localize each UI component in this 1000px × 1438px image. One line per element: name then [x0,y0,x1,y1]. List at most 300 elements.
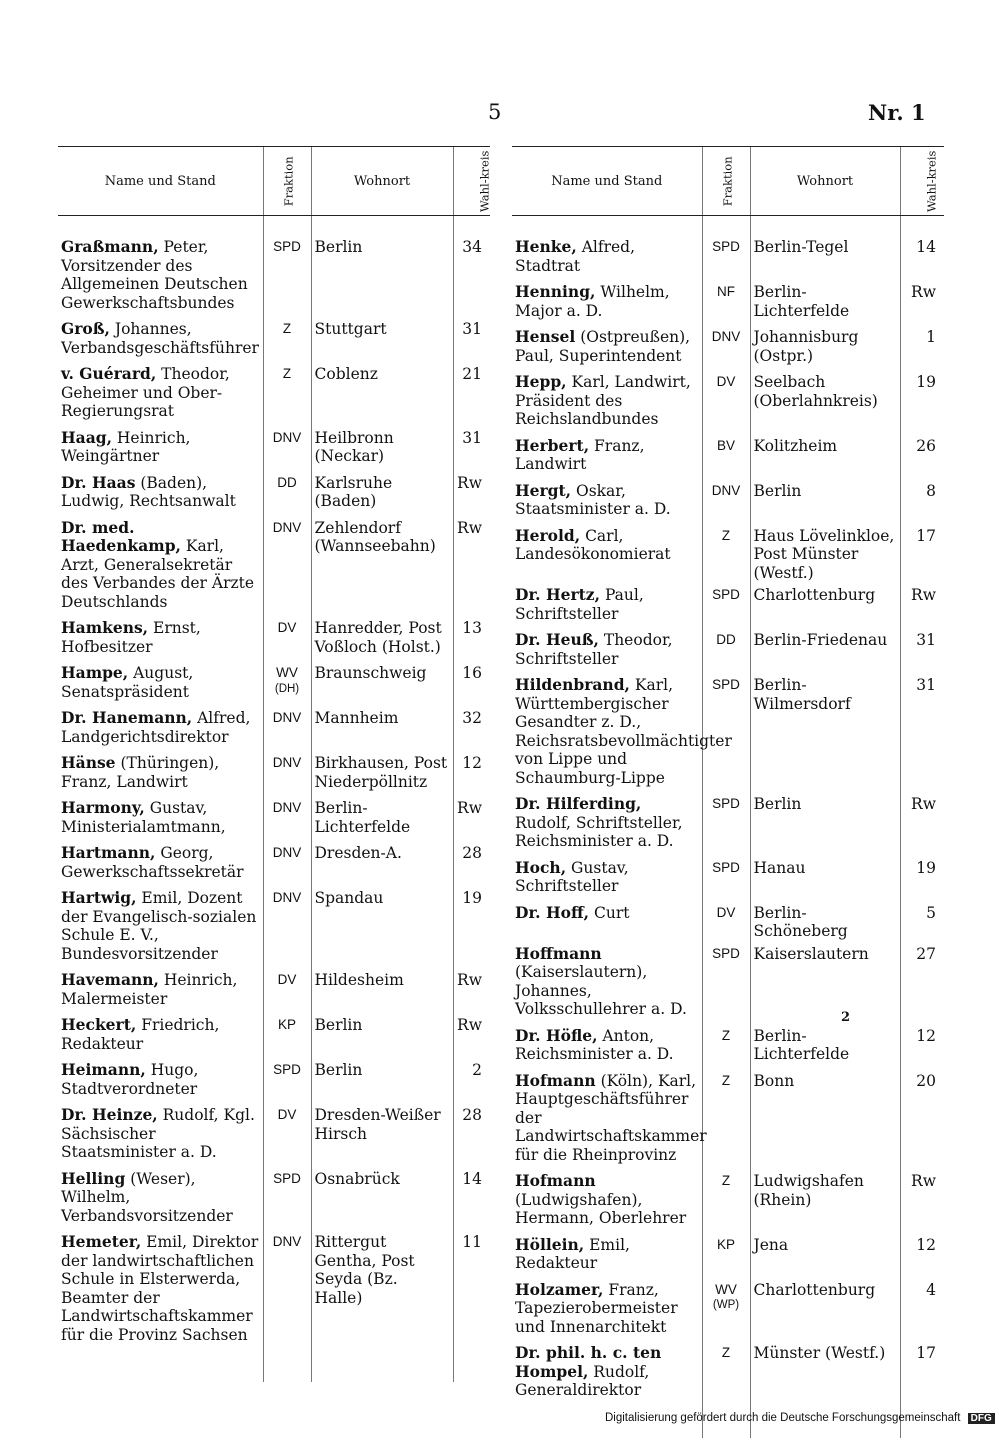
member-cell [58,840,263,885]
member-name: Harmony, [61,798,145,817]
fraktion-value: SPD [712,677,740,692]
fraktion-value: DNV [272,519,302,535]
member-table-left [58,146,490,1382]
member-cell [58,515,263,616]
member-name: Havemann, [61,970,159,989]
table-row [512,582,944,627]
fraktion-cell [702,1023,750,1068]
wahlkreis-cell: 31 [453,425,490,470]
member-cell [58,1102,263,1166]
wohnort-cell: Birkhausen, Post Niederpöllnitz [311,750,453,795]
table-row [58,316,490,361]
wohnort-cell: Berlin-Lichterfelde [750,1023,900,1068]
member-name: Hensel [515,327,576,346]
member-description: Peter, Vorsitzender des Allgemeinen Deutschen Gewerkschaftsbundes [61,238,248,312]
member-description: Emil, Redakteur [515,1235,630,1272]
member-name: Dr. Hertz, [515,585,601,604]
fraktion-cell [702,855,750,900]
fraktion-value: BV [716,437,735,453]
spacer-row [512,216,944,235]
member-description: Rudolf, Schriftsteller, Reichsminister a. D. [515,813,683,850]
member-name: Hoch, [515,857,567,877]
fraktion-cell [263,1102,311,1166]
table-row [58,1229,490,1348]
fraktion-cell [702,1232,750,1277]
member-name: Groß, [61,319,110,338]
fraktion-cell [263,1166,311,1230]
table-row [58,750,490,795]
wohnort-cell: Berlin [311,234,453,316]
fraktion-value: DNV [711,329,741,344]
wohnort-cell: Jena [750,1232,900,1277]
fraktion-value: DNV [272,1234,302,1249]
fraktion-cell [702,1168,750,1232]
spacer-row [58,1348,490,1382]
member-name: Hergt, [515,480,572,500]
member-cell [512,433,702,478]
wahlkreis-cell: 4 [900,1277,944,1341]
member-cell [512,582,702,627]
signature-mark: 2 [841,1010,851,1025]
member-description: Heinrich, Weingärtner [61,428,191,465]
header-row [58,147,490,216]
header-wohnort: Wohnort [311,147,453,216]
fraktion-cell [702,941,750,1023]
fraktion-cell [263,361,311,425]
member-cell [512,900,702,941]
table-row [512,1277,944,1341]
member-cell [58,470,263,515]
member-description: Alfred, Stadtrat [515,238,636,275]
table-row [512,1068,944,1169]
member-description: Franz, Landwirt [515,436,645,473]
wahlkreis-cell: Rw [900,1168,944,1232]
fraktion-value: Z [721,1345,731,1360]
member-description: (Thüringen), Franz, Landwirt [61,754,220,791]
wohnort-cell: Berlin-Wilmersdorf [750,672,900,791]
wohnort-cell: Karlsruhe (Baden) [311,470,453,515]
header-name: Name und Stand [512,147,702,216]
fraktion-value: DV [716,374,736,389]
wahlkreis-cell: 17 [900,1340,944,1404]
member-name: Holzamer, [515,1279,604,1299]
fraktion-value: SPD [712,239,740,254]
member-cell [58,1012,263,1057]
member-name: Herold, [515,525,581,545]
wahlkreis-cell: 16 [453,660,490,705]
wohnort-cell: Charlottenburg [750,582,900,627]
fraktion-value: DNV [272,755,302,770]
member-name: Hofmann [515,1070,596,1090]
wohnort-cell: Zehlendorf (Wannseebahn) [311,515,453,616]
table-row [58,361,490,425]
wohnort-cell: Dresden-A. [311,840,453,885]
fraktion-cell [263,234,311,316]
fraktion-cell [702,369,750,433]
left-table-body [58,216,490,1383]
wohnort-cell: Osnabrück [311,1166,453,1230]
member-description: Gustav, Schriftsteller [515,858,629,895]
member-description: Franz, Tapezierobermeister und Innenarchitekt [515,1280,678,1336]
member-cell [512,234,702,279]
wohnort-cell: Seelbach (Oberlahnkreis) [750,369,900,433]
table-row [58,1102,490,1166]
fraktion-value: DD [277,474,297,490]
wohnort-cell: Charlottenburg [750,1277,900,1341]
member-cell [58,1057,263,1102]
member-name: Heckert, [61,1015,137,1034]
fraktion-cell [702,1277,750,1341]
wahlkreis-cell: Rw [453,795,490,840]
fraktion-value: DV [277,1107,297,1122]
table-row [512,478,944,523]
wohnort-cell: Bonn [750,1068,900,1169]
table-row [58,705,490,750]
wohnort-cell: Coblenz [311,361,453,425]
member-name: Dr. Haas [61,472,136,492]
member-name: Hartmann, [61,843,156,862]
member-name: Dr. Heuß, [515,630,599,649]
member-cell [58,615,263,660]
member-name: Dr. phil. h. c. ten Hompel, [515,1343,662,1381]
wahlkreis-cell: 12 [900,1023,944,1068]
table-row [58,795,490,840]
wahlkreis-cell: 13 [453,615,490,660]
member-name: Hänse [61,753,116,772]
header-fraktion: Fraktion [263,147,311,216]
table-row [512,627,944,672]
table-row [512,1232,944,1277]
member-cell [512,855,702,900]
wahlkreis-cell: 21 [453,361,490,425]
member-name: v. Guérard, [61,364,157,383]
wahlkreis-cell: 19 [900,855,944,900]
fraktion-cell [702,523,750,583]
wahlkreis-cell: Rw [453,967,490,1012]
header-name: Name und Stand [58,147,263,216]
member-name: Dr. Hoff, [515,902,590,922]
table-row [512,369,944,433]
fraktion-value: Z [282,366,292,381]
member-name: Hemeter, [61,1232,142,1251]
table-row [58,515,490,616]
fraktion-value: SPD [273,239,301,254]
member-description: Karl, Arzt, Generalsekretär des Verbandes der Ärzte Deutschlands [61,537,255,611]
fraktion-value: KP [716,1236,735,1252]
member-cell [58,361,263,425]
member-description: Karl, Württembergischer Gesandter z. D., Reichsratsbevollmächtigter von Lippe und Schaumburg-Lippe [515,676,732,787]
wohnort-cell: Johannisburg (Ostpr.) [750,324,900,369]
fraktion-value: DNV [272,800,302,815]
member-cell [512,1168,702,1232]
wohnort-cell: Dresden-Weißer Hirsch [311,1102,453,1166]
wohnort-cell: Spandau [311,885,453,967]
wohnort-cell: Berlin-Lichterfelde [311,795,453,840]
member-description: Wilhelm, Major a. D. [515,283,670,320]
table-row [512,672,944,791]
wahlkreis-cell: 17 [900,523,944,583]
member-name: Hepp, [515,372,567,391]
fraktion-subvalue: (WP) [712,1299,740,1311]
table-row [512,324,944,369]
member-description: Gustav, Ministerialamtmann, [61,799,226,836]
right-column [512,146,944,1438]
fraktion-cell [702,900,750,941]
wohnort-cell: Stuttgart [311,316,453,361]
header-row [512,147,944,216]
member-cell [512,324,702,369]
member-description: Theodor, Geheimer und Ober-Regierungsrat [61,365,230,420]
member-description: Alfred, Landgerichtsdirektor [61,709,251,746]
fraktion-cell [702,324,750,369]
wohnort-cell: Mannheim [311,705,453,750]
member-cell [58,1229,263,1348]
fraktion-value: SPD [712,859,740,875]
fraktion-value: NF [717,284,735,299]
member-cell [58,234,263,316]
wohnort-cell: Münster (Westf.) [750,1340,900,1404]
dfg-logo: DFG [968,1413,995,1424]
wahlkreis-cell: 8 [900,478,944,523]
member-description: Karl, Landwirt, Präsident des Reichslandbundes [515,373,691,428]
wohnort-cell: Berlin [750,478,900,523]
wohnort-cell: Berlin [311,1012,453,1057]
wohnort-cell: Berlin-Lichterfelde [750,279,900,324]
wahlkreis-cell: 12 [900,1232,944,1277]
member-cell [512,1277,702,1341]
member-cell [512,478,702,523]
wohnort-cell: Rittergut Gentha, Post Seyda (Bz. Halle) [311,1229,453,1348]
table-row [512,234,944,279]
wohnort-cell: Berlin-Schöneberg [750,900,900,941]
fraktion-value: DNV [272,890,302,905]
member-description: Rudolf, Generaldirektor [515,1362,650,1399]
member-name: Dr. med. Haedenkamp, [61,517,181,555]
member-description: (Ostpreußen), Paul, Superintendent [515,328,691,365]
wahlkreis-cell: 1 [900,324,944,369]
member-cell [58,316,263,361]
member-cell [58,967,263,1012]
wahlkreis-cell: 11 [453,1229,490,1348]
table-row [58,1166,490,1230]
fraktion-value: WV [276,665,298,680]
member-table-right [512,146,944,1438]
fraktion-value: DNV [272,845,302,860]
member-description: (Ludwigshafen), Hermann, Oberlehrer [515,1190,687,1227]
member-name: Hofmann [515,1171,596,1190]
fraktion-value: Z [721,1072,731,1088]
member-cell [58,425,263,470]
wahlkreis-cell: 27 [900,941,944,1023]
member-cell [58,795,263,840]
member-description: Anton, Reichsminister a. D. [515,1026,674,1063]
member-description: August, Senatspräsident [61,664,194,701]
member-name: Heimann, [61,1060,146,1079]
header-fraktion: Fraktion [702,147,750,216]
table-row [58,234,490,316]
fraktion-value: Z [721,1173,731,1188]
fraktion-value: SPD [273,1170,301,1186]
wahlkreis-cell: 31 [900,627,944,672]
member-name: Haag, [61,427,112,447]
table-row [512,1168,944,1232]
member-name: Henke, [515,237,577,256]
right-table-body [512,216,944,1438]
table-row [512,279,944,324]
member-cell [512,791,702,855]
member-description: Heinrich, Malermeister [61,971,238,1008]
member-name: Hartwig, [61,888,137,907]
member-cell [512,1340,702,1404]
wohnort-cell: Berlin-Friedenau [750,627,900,672]
wohnort-cell: Berlin [311,1057,453,1102]
table-row [512,433,944,478]
wahlkreis-cell: 34 [453,234,490,316]
table-row [58,660,490,705]
member-cell [58,885,263,967]
wahlkreis-cell: 14 [900,234,944,279]
member-cell [512,1232,702,1277]
fraktion-value: SPD [273,1062,301,1077]
table-row [512,855,944,900]
fraktion-cell [702,791,750,855]
wahlkreis-cell: 2 [453,1057,490,1102]
wohnort-cell: Berlin-Tegel [750,234,900,279]
fraktion-cell [263,660,311,705]
fraktion-cell [263,316,311,361]
member-description: (Kaiserslautern), Johannes, Volksschullehrer a. D. [515,963,687,1018]
fraktion-subvalue: (DH) [274,682,300,695]
table-row [512,941,944,1023]
left-column [58,146,490,1382]
member-name: Dr. Hilferding, [515,794,642,813]
member-name: Helling [61,1168,126,1188]
member-cell [512,369,702,433]
fraktion-value: Z [721,1027,731,1043]
member-description: Curt [589,903,630,922]
wohnort-cell: Haus Lövelinkloe, Post Münster (Westf.) [750,523,900,583]
wohnort-cell: Berlin [750,791,900,855]
table-row [58,885,490,967]
member-description: Johannes, Verbandsgeschäftsführer [61,320,259,357]
table-row [512,523,944,583]
member-cell [58,705,263,750]
fraktion-cell [702,433,750,478]
table-row [58,1057,490,1102]
wahlkreis-cell: 26 [900,433,944,478]
wahlkreis-cell: 20 [900,1068,944,1169]
fraktion-cell [702,627,750,672]
member-name: Herbert, [515,435,590,455]
wahlkreis-cell: 28 [453,1102,490,1166]
member-name: Hamkens, [61,618,149,637]
wohnort-cell: Hanredder, Post Voßloch (Holst.) [311,615,453,660]
member-name: Höllein, [515,1234,585,1254]
wahlkreis-cell: Rw [900,582,944,627]
member-name: Henning, [515,282,596,301]
wahlkreis-cell: 31 [453,316,490,361]
wahlkreis-cell: Rw [453,1012,490,1057]
member-name: Graßmann, [61,237,159,256]
wahlkreis-cell: Rw [900,791,944,855]
document-number: Nr. 1 [868,100,926,125]
member-description: Emil, Dozent der Evangelisch-sozialen Schule E. V., Bundesvorsitzender [61,889,257,963]
member-name: Dr. Heinze, [61,1105,158,1124]
fraktion-cell [263,840,311,885]
fraktion-cell [702,582,750,627]
header-wohnort: Wohnort [750,147,900,216]
fraktion-cell [263,795,311,840]
table-row [58,470,490,515]
fraktion-cell [263,615,311,660]
fraktion-value: Z [721,527,731,543]
table-row [58,840,490,885]
member-description: Georg, Gewerkschaftssekretär [61,844,244,881]
fraktion-cell [263,885,311,967]
member-cell [512,523,702,583]
member-cell [512,1068,707,1169]
fraktion-cell [263,1012,311,1057]
fraktion-value: KP [277,1017,296,1032]
wahlkreis-cell: Rw [453,470,490,515]
member-description: (Weser), Wilhelm, Verbandsvorsitzender [61,1169,233,1225]
fraktion-cell [263,705,311,750]
fraktion-value: DNV [272,429,302,445]
wohnort-cell: Kolitzheim [750,433,900,478]
member-cell [58,1166,263,1230]
fraktion-cell [702,234,750,279]
fraktion-value: SPD [712,587,740,602]
member-name: Hampe, [61,663,129,682]
wahlkreis-cell: 12 [453,750,490,795]
member-description: Oskar, Staatsminister a. D. [515,481,671,518]
member-name: Hildenbrand, [515,675,630,694]
fraktion-value: DD [716,632,736,647]
wahlkreis-cell: 5 [900,900,944,941]
member-description: Hugo, Stadtverordneter [61,1061,199,1098]
table-row [512,1023,944,1068]
table-row [58,1012,490,1057]
wohnort-cell: Kaiserslautern [750,941,900,1023]
header-wahlkreis: Wahl-kreis [453,147,490,216]
fraktion-value: SPD [712,796,740,811]
member-cell [58,750,263,795]
member-description: Carl, Landesökonomierat [515,526,671,563]
member-cell [512,941,702,1023]
wohnort-cell: Hanau [750,855,900,900]
member-description: Rudolf, Kgl. Sächsischer Staatsminister a. D. [61,1106,255,1161]
member-description: Paul, Schriftsteller [515,586,644,623]
wahlkreis-cell: 32 [453,705,490,750]
wahlkreis-cell: Rw [900,279,944,324]
member-name: Dr. Höfle, [515,1025,598,1045]
wohnort-cell: Braunschweig [311,660,453,705]
table-row [512,1340,944,1404]
spacer-row [58,216,490,235]
footer-text: Digitalisierung gefördert durch die Deutsche Forschungsgemeinschaft [605,1412,961,1424]
member-cell [512,1023,702,1068]
fraktion-value: DV [277,972,297,987]
member-cell [512,279,702,324]
fraktion-cell [263,515,311,616]
fraktion-cell [702,478,750,523]
wahlkreis-cell: 19 [900,369,944,433]
table-row [58,967,490,1012]
member-name: Dr. Hanemann, [61,708,193,727]
table-row [512,791,944,855]
fraktion-cell [263,967,311,1012]
fraktion-value: DNV [711,482,741,498]
